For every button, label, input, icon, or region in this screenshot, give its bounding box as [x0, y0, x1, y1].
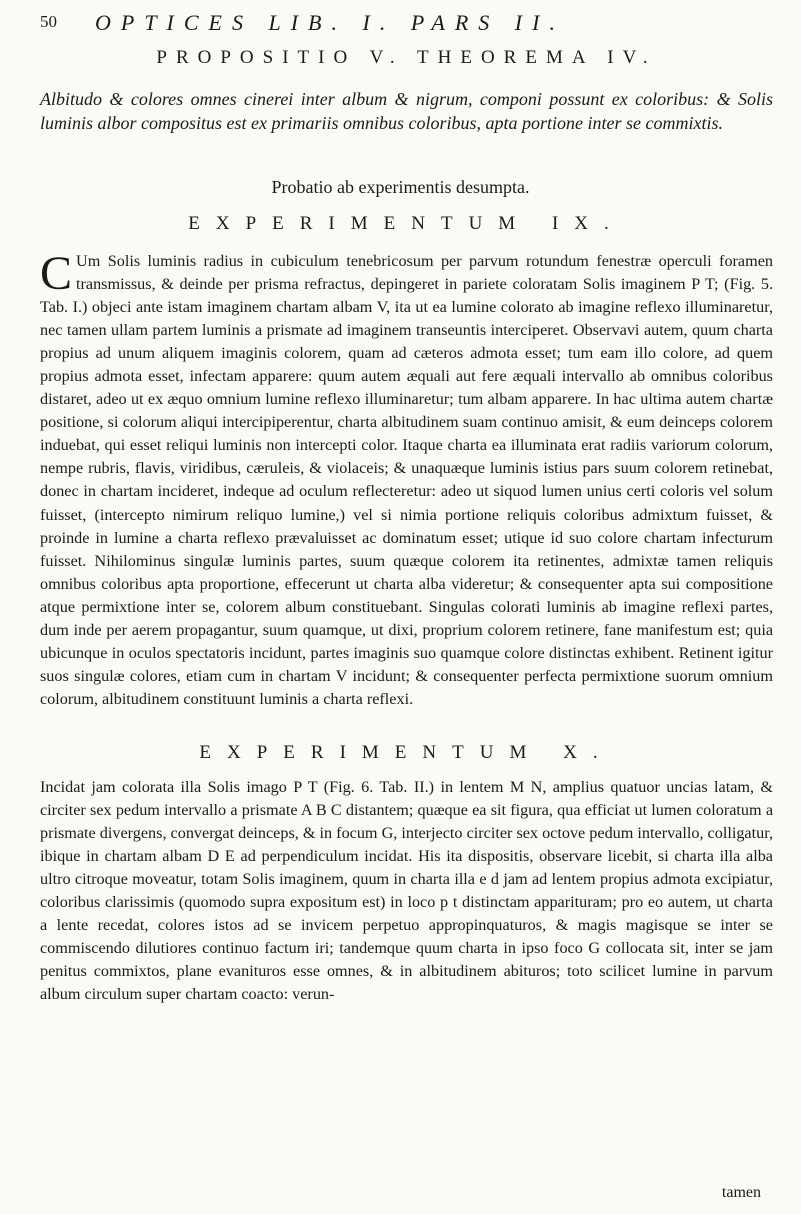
page-number: 50: [40, 12, 57, 31]
running-head: [40, 6, 773, 42]
catchword: tamen: [721, 1184, 761, 1201]
running-title: OPTICES LIB. I. PARS II.: [95, 10, 565, 35]
experiment-x-heading: EXPERIMENTUM X.: [199, 742, 614, 763]
experiment-ix-heading: EXPERIMENTUM IX.: [188, 213, 625, 234]
experiment-x-text: Incidat jam colorata illa Solis imago P T (Fig. 6. Tab. II.) in lentem M N, amplius quatuor uncias latam, & circiter sex pedum intervallo a prismate A B C distantem; quæque ea sit figura, qua efficiat ut lumen coloratum a prismate divergens, convergat deinceps, & in focum G, interjecto circiter sex octove pedum intervallo, colligatur, ibique in chartam albam D E ad perpendiculum incidat. His ita dispositis, observare licebit, si charta illa alba ultro citroque moveatur, totam Solis imaginem, quum in charta illa e d jam ad lentem propius admota excipiatur, coloribus clarissimis (quomodo supra expositum est) in loco p t distinctam apparituram; pro eo autem, ut charta a lente recedat, colores istos ad se invicem perpetuo appropinquaturos, & magis magisque se inter se commiscendo dilutiores continuo factum iri; tandemque quum charta in ipso foco G collocata sit, inter se jam penitus commixtos, plane evanituros esse omnes, & in albitudinem abituros; toto scilicet lumine in parvum album circulum super chartam coacto: verun-: [40, 778, 773, 1004]
experiment-x-paragraph: [40, 776, 773, 1006]
proposition-heading: PROPOSITIO V. THEOREMA IV.: [156, 47, 657, 68]
proposition-enunciation: Albitudo & colores omnes cinerei inter album & nigrum, componi possunt ex coloribus: & Solis luminis albor compositus est ex primariis omnibus coloribus, apta portione inter se commixtis.: [40, 89, 773, 133]
probatio-line: Probatio ab experimentis desumpta.: [271, 177, 530, 197]
experiment-ix-text: Um Solis luminis radius in cubiculum tenebricosum per parvum rotundum fenestræ operculi foramen transmissus, & deinde per prismа refractus, depingeret in pariete coloratam Solis imaginem P T; (Fig. 5. Tab. I.) objeci ante istam imaginem chartam albam V, ita ut ea lumine colorato ab imagine reflexo illuminaretur, nec tamen ullam partem luminis a prismate ad imaginem transeuntis interciperet. Observavi autem, quum charta propius ad unum aliquem imaginis colorem, quam ad cæteros admota esset; tum eam illo colore, ad quem propius admota esset, infectam apparere: quum autem æquali aut fere æquali intervallo ab omnibus coloribus distaret, adeo ut ex æquo omnium lumine reflexo illuminaretur; tum albam apparere. In hac ultima autem chartæ positione, si colorum aliqui intercipiperentur, charta albitudinem suam continuo amisit, & eum deinceps colorem induebat, qui esset reliqui luminis non intercepti color. Itaque charta ea illuminata erat radiis variorum colorum, nempe rubris, flavis, viridibus, cæruleis, & violaceis; & unaquæque luminis istius pars suum colorem retinebat, donec in chartam incideret, indeque ad oculum reflecteretur: adeo ut siquod lumen unius certi coloris vel solum fuisset, (intercepto nimirum reliquo lumine,) vel si nimia portione reliquis coloribus admixtum fuisset, & proinde in lumine a charta reflexo prævaluisset ac dominatum esset; utique id suo colore chartam infecturum fuisset. Nihilominus singulæ luminis partes, suum quæque colorem ita retinentes, admixtæ tamen reliquis omnibus coloribus apta proportione, effecerunt ut charta alba videretur; & consequenter apta sui compositione atque permixtione inter se, colorem album constituebant. Singulas colorati luminis ab imagine reflexi partes, dum inde per aerem propagantur, suum quamque, ut dixi, proprium colorem retinere, fane manifestum est; quia ubicunque in oculos spectatoris incidunt, partes imaginis suo quamque colore distinctas exhibent. Retinent igitur suos singulæ colores, etiam cum in chartam V incidunt; & consequenter perfecta permixtione suorum omnium colorum, albitudinem constituunt luminis a charta reflexi.: [40, 252, 773, 708]
drop-cap: C: [40, 247, 73, 300]
experiment-ix-paragraph: [40, 247, 773, 711]
